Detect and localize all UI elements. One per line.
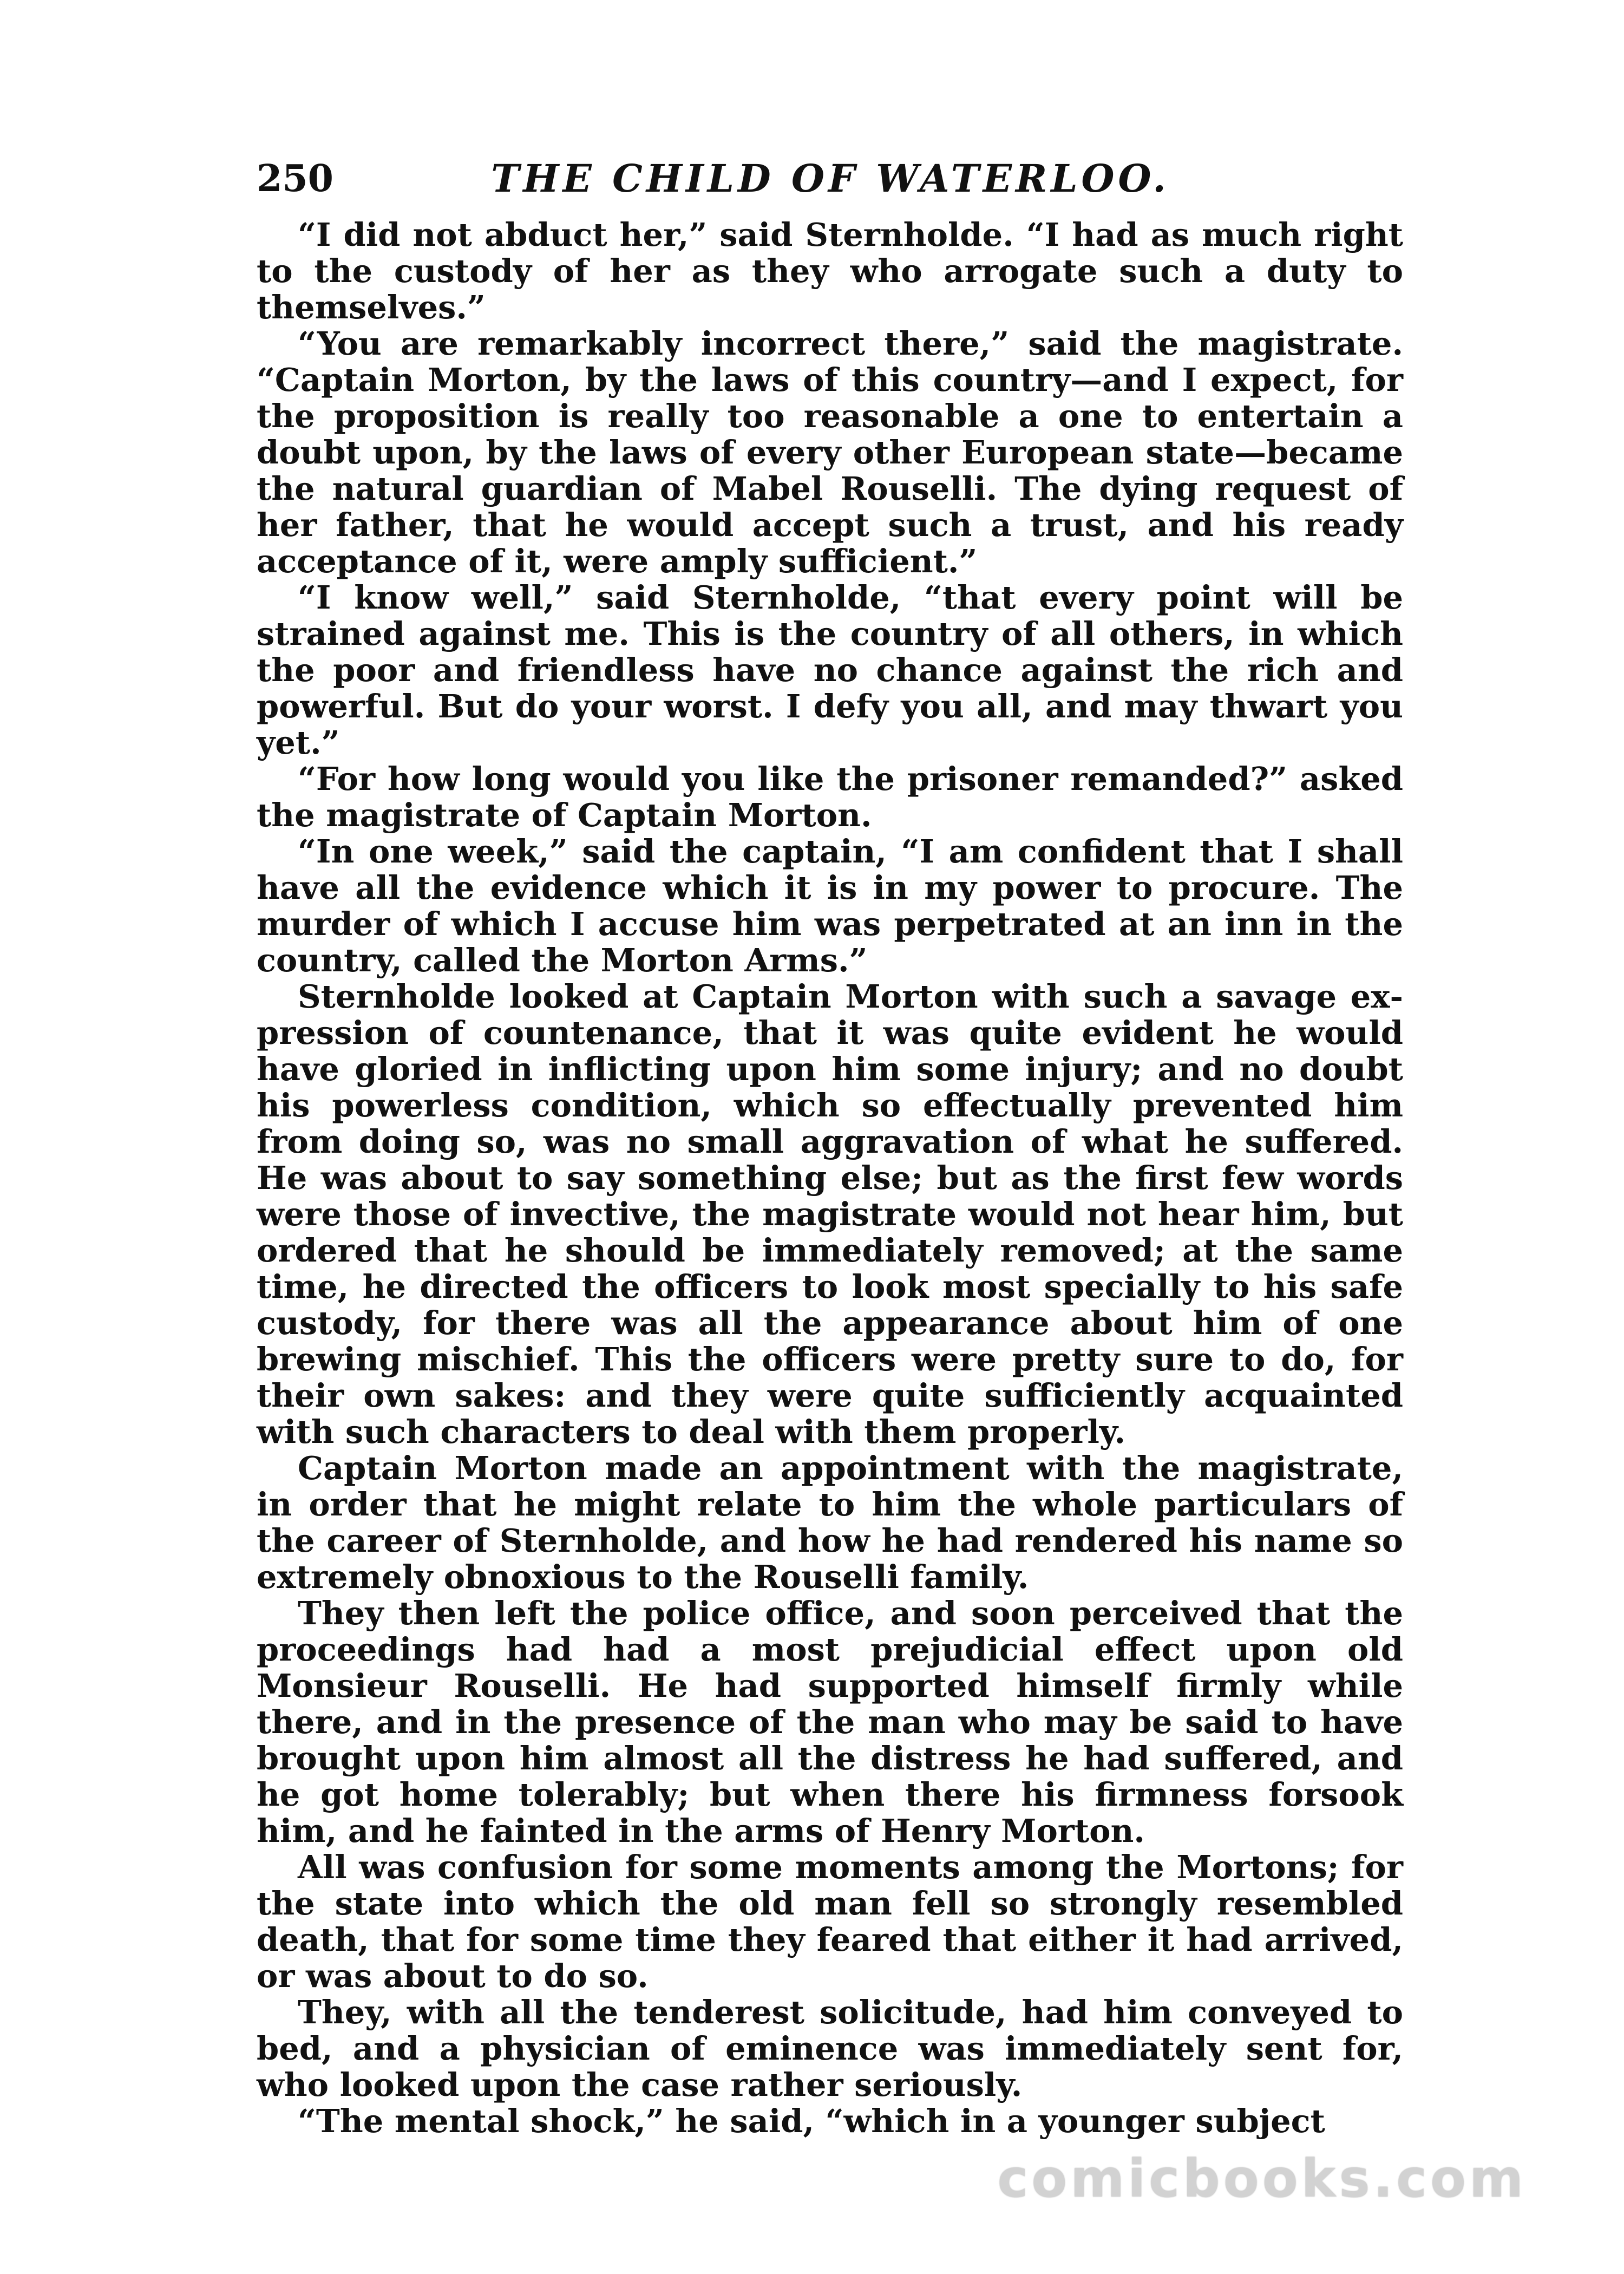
paragraph: “I know well,” said Sternholde, “that every point will be strained against me. This is the country of all others, in which the poor and friendless have no chance against the rich and powerful. But do your worst. I defy you all, and may thwart you yet.” (257, 579, 1403, 761)
paragraph: All was confusion for some moments among the Mortons; for the state into which the old man fell so strongly resembled death, that for some time they feared that either it had arrived, or was about to do so. (257, 1848, 1403, 1995)
paragraph: “The mental shock,” he said, “which in a younger subject (298, 2102, 1325, 2140)
paragraph: “You are remarkably incorrect there,” said the magistrate. “Captain Morton, by the laws of this country—and I expect, for the proposition is really too reasonable a one to entertain a doubt upon, by the laws of every other European state—became the natural guardian of Mabel Rouselli. The dying request of her father, that he would accept such a trust, and his ready acceptance of it, were amply sufficient.” (257, 325, 1403, 580)
watermark: comicbooks.com (997, 2148, 1527, 2209)
paragraph: Sternholde looked at Captain Morton with such a savage expression of countenance, that it was quite evident he would have gloried in inflicting upon him some injury; and no doubt his powerless condition, which so effectually prevented him from doing so, was no small aggravation of what he suffered. He was about to say something else; but as the first few words were those of invective, the magistrate would not hear him, but ordered that he should be immediately removed; at the same time, he directed the officers to look most specially to his safe custody, for there was all the appearance about him of one brewing mischief. This the officers were pretty sure to do, for their own sakes: and they were quite sufficiently acquainted with such characters to deal with them properly. (257, 978, 1403, 1450)
paragraph: They, with all the tenderest solicitude, had him conveyed to bed, and a physician of eminence was immediately sent for, who looked upon the case rather seriously. (257, 1994, 1403, 2103)
paragraph: Captain Morton made an appointment with the magistrate, in order that he might relate to him the whole particulars of the career of Sternholde, and how he had rendered his name so extremely obnoxious to the Rouselli family. (257, 1449, 1403, 1596)
paragraph: “For how long would you like the prisoner remanded?” asked the magistrate of Captain Morton. (257, 760, 1403, 834)
paragraph: “I did not abduct her,” said Sternholde. “I had as much right to the custody of her as they who arrogate such a duty to themselves.” (257, 216, 1403, 326)
running-title: THE CHILD OF WATERLOO. (491, 156, 1170, 201)
paragraph: “In one week,” said the captain, “I am confident that I shall have all the evidence which it is in my power to procure. The murder of which I accuse him was perpetrated at an inn in the country, called the Morton Arms.” (257, 833, 1403, 979)
page-header (257, 152, 1404, 217)
paragraph: They then left the police office, and soon perceived that the proceedings had had a most prejudicial effect upon old Monsieur Rouselli. He had supported himself firmly while there, and in the presence of the man who may be said to have brought upon him almost all the distress he had suffered, and he got home tolerably; but when there his firmness forsook him, and he fainted in the arms of Henry Morton. (257, 1595, 1403, 1850)
body-text (257, 217, 1403, 2139)
page-number: 250 (257, 157, 333, 200)
